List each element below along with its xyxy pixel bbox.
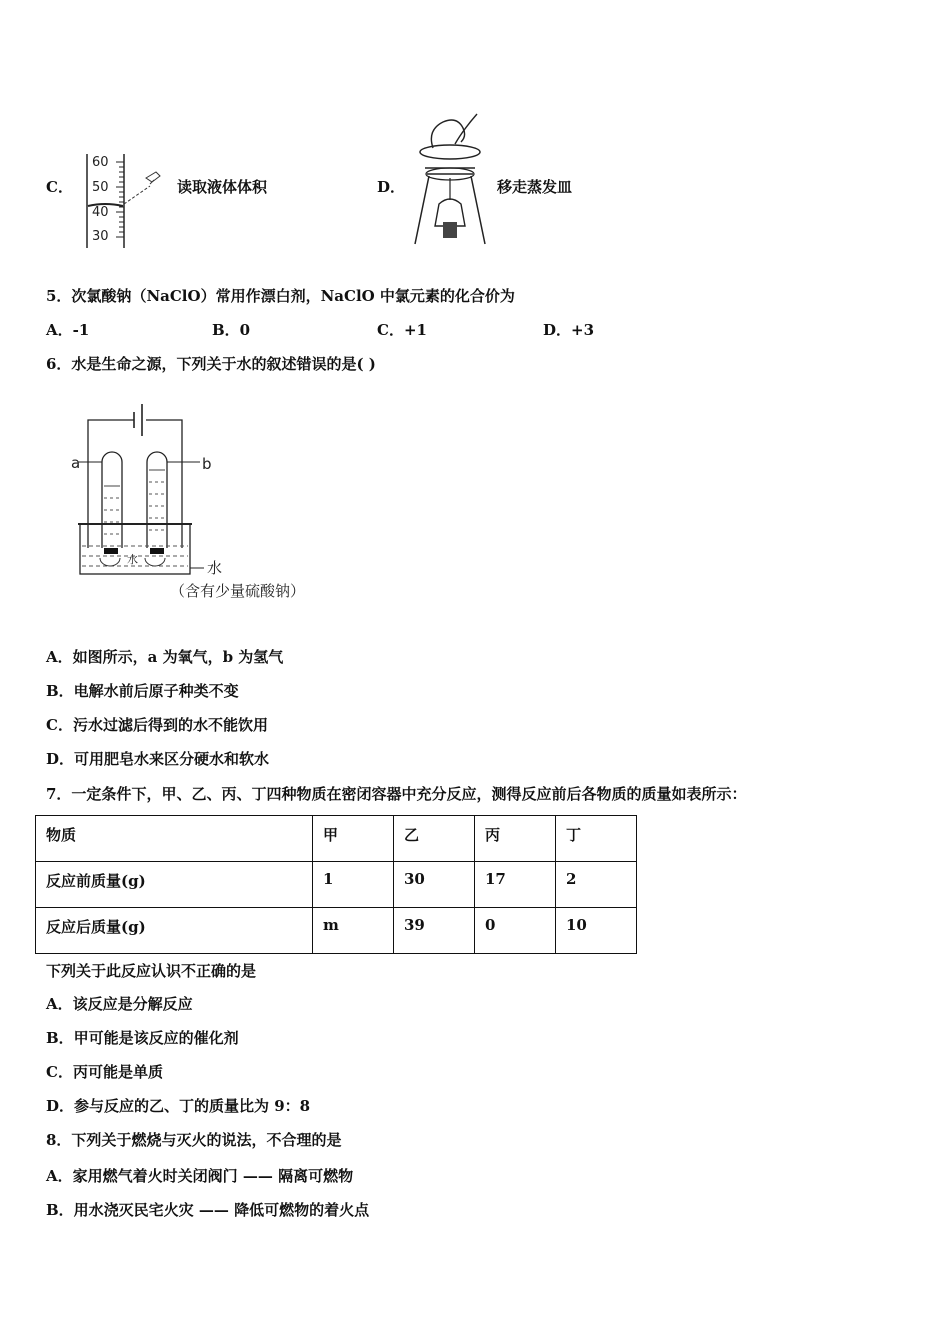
option-d-letter: D． bbox=[377, 178, 406, 196]
table-cell: 39 bbox=[394, 908, 475, 954]
q5-option-c: C．+1 bbox=[377, 321, 427, 339]
q6-option-b: B．电解水前后原子种类不变 bbox=[46, 682, 239, 700]
q7-option-d: D．参与反应的乙、丁的质量比为 9：8 bbox=[46, 1097, 311, 1115]
table-cell: 反应后质量(g) bbox=[36, 908, 313, 954]
q8-option-a: A．家用燃气着火时关闭阀门 —— 隔离可燃物 bbox=[46, 1167, 354, 1185]
option-c-label: 读取液体体积 bbox=[177, 178, 268, 196]
q6-option-a: A．如图所示，a 为氧气，b 为氢气 bbox=[46, 648, 284, 666]
table-header-row bbox=[36, 816, 637, 862]
q7-option-b: B．甲可能是该反应的催化剂 bbox=[46, 1029, 239, 1047]
table-header-cell: 乙 bbox=[394, 816, 475, 862]
electrolysis-diagram bbox=[70, 398, 223, 583]
diagram-caption: （含有少量硫酸钠） bbox=[170, 582, 306, 600]
label-b: b bbox=[202, 455, 212, 473]
q7-prompt: 下列关于此反应认识不正确的是 bbox=[46, 962, 257, 980]
evaporating-dish-figure bbox=[405, 108, 495, 250]
table-cell: 10 bbox=[556, 908, 637, 954]
table-header-cell: 甲 bbox=[313, 816, 394, 862]
label-water: 水 bbox=[207, 559, 223, 577]
table-cell: 0 bbox=[475, 908, 556, 954]
q5-option-b: B．0 bbox=[212, 321, 251, 339]
q5-option-d: D．+3 bbox=[543, 321, 595, 339]
q5-option-a: A．-1 bbox=[46, 321, 90, 339]
tick-50: 50 bbox=[92, 180, 109, 195]
option-d-label: 移走蒸发皿 bbox=[497, 178, 573, 196]
table-header-cell: 物质 bbox=[36, 816, 313, 862]
q6-option-c: C．污水过滤后得到的水不能饮用 bbox=[46, 716, 268, 734]
table-cell: 30 bbox=[394, 862, 475, 908]
q7-stem: 7．一定条件下，甲、乙、丙、丁四种物质在密闭容器中充分反应，测得反应前后各物质的质量如表所示： bbox=[46, 785, 747, 803]
q8-option-b: B．用水浇灭民宅火灾 —— 降低可燃物的着火点 bbox=[46, 1201, 370, 1219]
mass-table bbox=[35, 815, 637, 954]
tick-40: 40 bbox=[92, 205, 109, 220]
q6-option-d: D．可用肥皂水来区分硬水和软水 bbox=[46, 750, 270, 768]
table-row bbox=[36, 908, 637, 954]
q7-option-c: C．丙可能是单质 bbox=[46, 1063, 163, 1081]
q7-option-a: A．该反应是分解反应 bbox=[46, 995, 193, 1013]
q8-stem: 8．下列关于燃烧与灭火的说法，不合理的是 bbox=[46, 1131, 342, 1149]
table-cell: 17 bbox=[475, 862, 556, 908]
table-row bbox=[36, 862, 637, 908]
tick-30: 30 bbox=[92, 229, 109, 244]
table-cell: 2 bbox=[556, 862, 637, 908]
q5-stem: 5．次氯酸钠（NaClO）常用作漂白剂，NaClO 中氯元素的化合价为 bbox=[46, 287, 515, 305]
table-cell: 1 bbox=[313, 862, 394, 908]
table-header-cell: 丁 bbox=[556, 816, 637, 862]
q6-stem: 6．水是生命之源，下列关于水的叙述错误的是( ) bbox=[46, 355, 376, 373]
table-header-cell: 丙 bbox=[475, 816, 556, 862]
tick-60: 60 bbox=[92, 155, 109, 170]
label-a: a bbox=[71, 454, 81, 472]
table-cell: m bbox=[313, 908, 394, 954]
option-c-letter: C． bbox=[46, 178, 73, 196]
table-cell: 反应前质量(g) bbox=[36, 862, 313, 908]
label-inner-water: 水 bbox=[127, 553, 138, 566]
